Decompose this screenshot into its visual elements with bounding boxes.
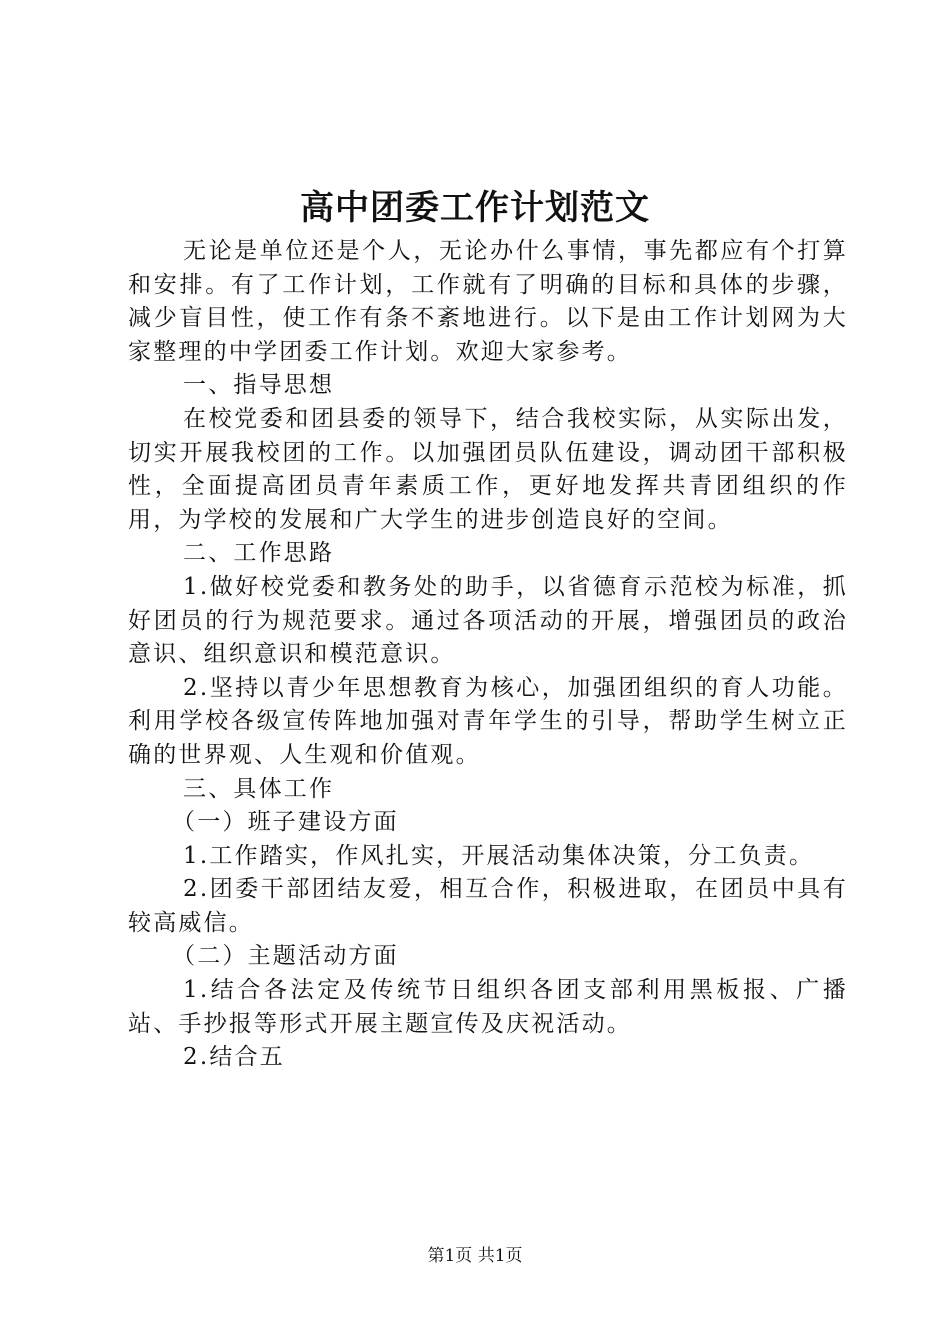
- heading-specific-work: 三、具体工作: [183, 775, 335, 802]
- paragraph-team-building-2: 2.团委干部团结友爱，相互合作，积极进取，在团员中具有较高威信。: [128, 876, 848, 936]
- subheading-theme-activities: （二）主题活动方面: [172, 943, 399, 970]
- paragraph-approach-1: 1.做好校党委和教务处的助手，以省德育示范校为标准，抓好团员的行为规范要求。通过各项活动的开展，增强团员的政治意识、组织意识和模范意识。: [128, 573, 848, 668]
- document-title: 高中团委工作计划范文: [300, 188, 650, 228]
- paragraph-theme-activities-2: 2.结合五: [183, 1044, 285, 1071]
- paragraph-theme-activities-1: 1.结合各法定及传统节日组织各团支部利用黑板报、广播站、手抄报等形式开展主题宣传及庆祝活动。: [128, 977, 848, 1037]
- paragraph-team-building-1: 1.工作踏实，作风扎实，开展活动集体决策，分工负责。: [183, 842, 815, 869]
- paragraph-guiding-ideology: 在校党委和团县委的领导下，结合我校实际，从实际出发，切实开展我校团的工作。以加强团员队伍建设，调动团干部积极性，全面提高团员青年素质工作，更好地发挥共青团组织的作用，为学校的发展和广大学生的进步创造良好的空间。: [128, 405, 848, 533]
- heading-guiding-ideology: 一、指导思想: [183, 372, 335, 399]
- subheading-team-building: （一）班子建设方面: [172, 809, 399, 836]
- heading-work-approach: 二、工作思路: [183, 540, 335, 567]
- page-footer: 第1页 共1页: [427, 1246, 523, 1266]
- paragraph-intro: 无论是单位还是个人，无论办什么事情，事先都应有个打算和安排。有了工作计划，工作就有了明确的目标和具体的步骤，减少盲目性，使工作有条不紊地进行。以下是由工作计划网为大家整理的中学团委工作计划。欢迎大家参考。: [128, 238, 848, 365]
- paragraph-approach-2: 2.坚持以青少年思想教育为核心，加强团组织的育人功能。利用学校各级宣传阵地加强对青年学生的引导，帮助学生树立正确的世界观、人生观和价值观。: [128, 674, 848, 768]
- document-body: [128, 235, 848, 1075]
